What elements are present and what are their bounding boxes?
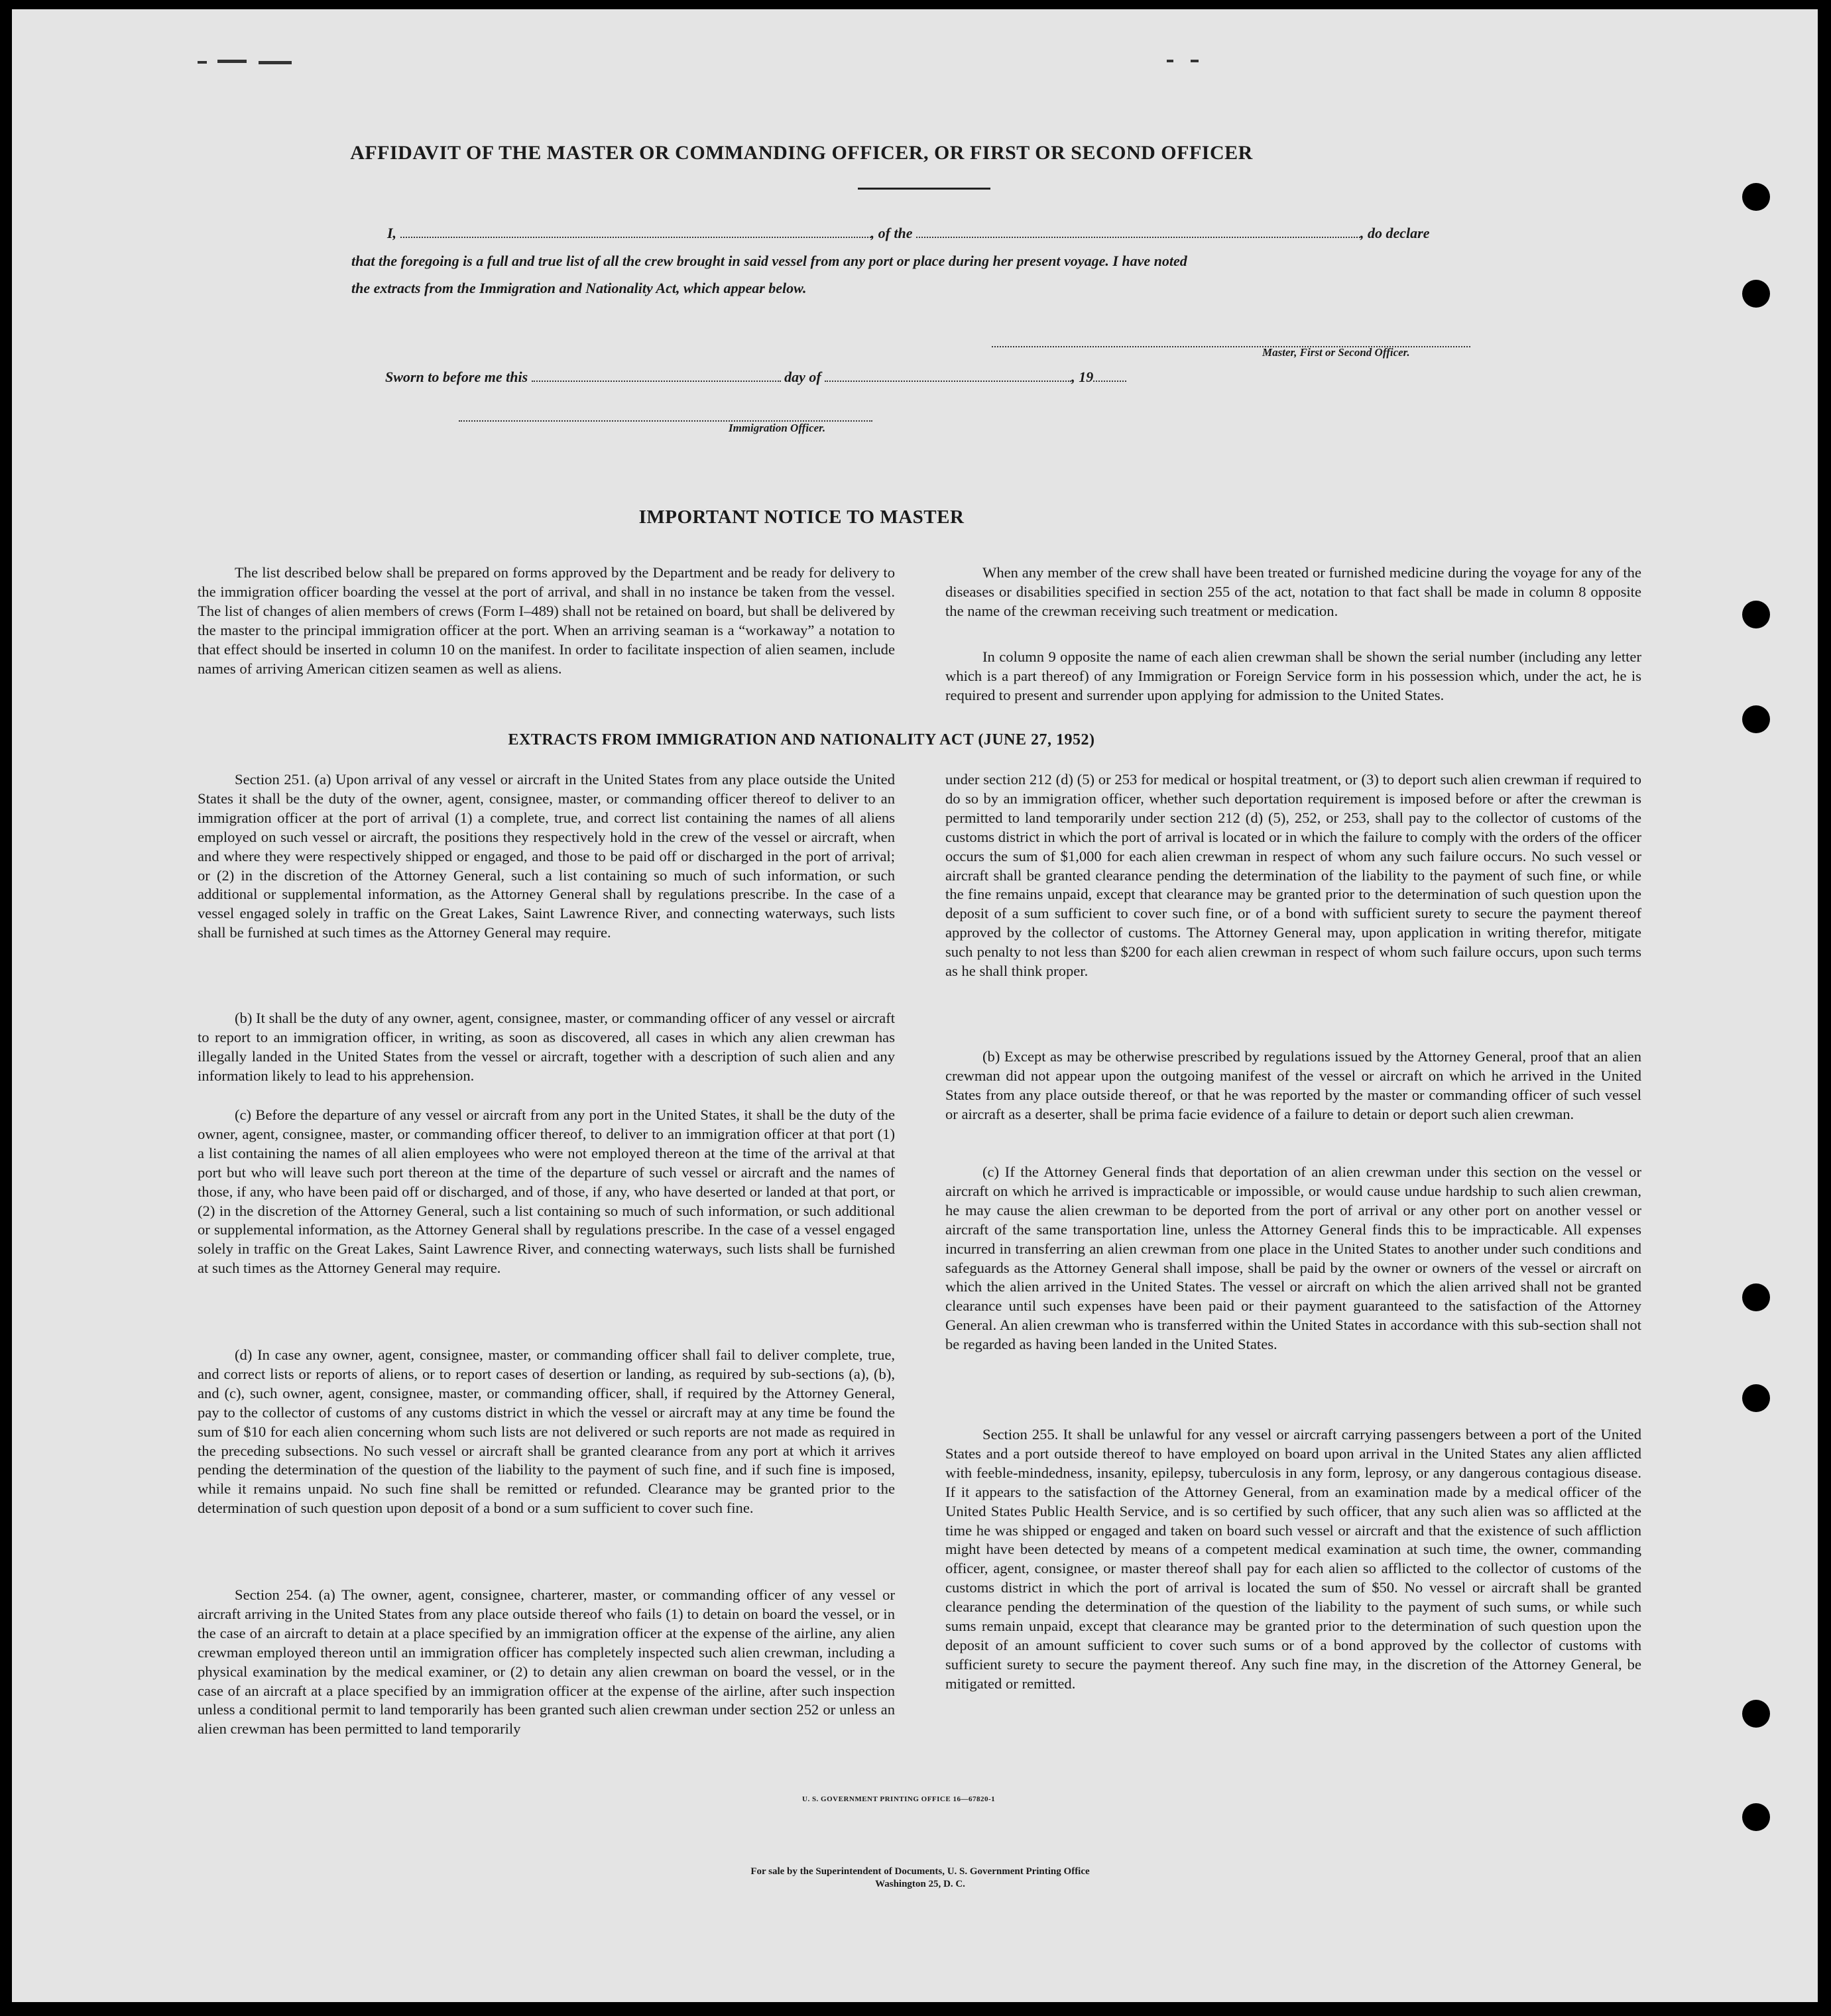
sales-footer [589,1866,1252,1891]
binder-hole [1742,1283,1770,1311]
extract-left-251c: (c) Before the departure of any vessel or aircraft from any port in the United States, it shall be the duty of the owner, agent, consignee, master, or commanding officer thereof, to deliver to an immigration officer at that port (1) a list containing the names of all alien employees who were not employed thereon at the time of the arrival at that port but who will leave such port thereon at the time of the departure of such vessel or aircraft and the names of those, if any, who have been paid off or discharged, and of those, if any, who have deserted or landed at that port, or (2) in the discretion of the Attorney General, such a list containing so much of such information, or such additional or supplemental information, as the Attorney General shall by regulations prescribe. In the case of a vessel engaged solely in traffic on the Great Lakes, Saint Lawrence River, and connecting waterways, such lists shall be furnished at such times as the Attorney General may require. [198,1106,895,1277]
binder-hole [1742,1803,1770,1831]
extract-left-251d: (d) In case any owner, agent, consignee, master, or commanding officer shall fail to deliver complete, true, and correct lists or reports of aliens, or to report cases of desertion or landing, as required by sub-sections (a), (b), and (c), such owner, agent, consignee, master, or commanding officer, shall, if required by the Attorney General, pay to the collector of customs of any customs district in which the vessel or aircraft may at any time be found the sum of $10 for each alien concerning whom such lists are not delivered or such reports are not made as required in the preceding subsections. No such vessel or aircraft shall be granted clearance from any port at which it arrives pending the determination of the question of the liability to the payment of such fine, and if such fine is imposed, while it remains unpaid. No such fine shall be remitted or refunded. Clearance may be granted prior to the determination of such question upon deposit of a bond or a sum sufficient to cover such fine. [198,1346,895,1517]
extracts-title: EXTRACTS FROM IMMIGRATION AND NATIONALITY ACT (JUNE 27, 1952) [508,731,1095,748]
extract-right-255: Section 255. It shall be unlawful for any vessel or aircraft carrying passengers between a port of the United States and a port outside thereof to have employed on board upon arrival in the United States any alien afflicted with feeble-mindedness, insanity, epilepsy, tuberculosis in any form, leprosy, or any dangerous contagious disease. If it appears to the satisfaction of the Attorney General, from an examination made by a medical officer of the United States Public Health Service, and is so certified by such officer, that any such alien was so afflicted at the time he was shipped or engaged and taken on board such vessel or aircraft and that the existence of such affliction might have been detected by means of a competent medical examination at such time, the owner, commanding officer, agent, consignee, or master thereof shall pay for each alien so afflicted to the collector of customs of the customs district in which the port of arrival is located the sum of $50. No vessel or aircraft shall be granted clearance pending the determination of the question of the liability to the payment of such sums, or while such sums remain unpaid, except that clearance may be granted prior to the determination of such question upon the deposit of an amount sufficient to cover such sums or of a bond approved by the collector of customs with sufficient surety to secure the payment thereof. Any such fine may, in the discretion of the Attorney General, be mitigated or remitted. [945,1426,1641,1692]
sworn-month-field[interactable] [825,370,1071,382]
extract-left-251b: (b) It shall be the duty of any owner, agent, consignee, master, or commanding officer of any vessel or aircraft to report to an immigration officer, in writing, as soon as discovered, all cases in which any alien crewman has illegally landed in the United States from the vessel or aircraft, together with a description of such alien and any information likely to lead to his apprehension. [198,1010,895,1084]
extract-right-254c: (c) If the Attorney General finds that deportation of an alien crewman under this section on the vessel or aircraft on which he arrived is impracticable or impossible, or would cause undue hardship to such alien crewman, he may cause the alien crewman to be deported from the port of arrival or any other port on another vessel or aircraft of the same transportation line, unless the Attorney General finds this to be impracticable. All expenses incurred in transferring an alien crewman from one place in the United States to another under such conditions and safeguards as the Attorney General shall impose, shall be paid by the owner or owners of the vessel or aircraft on which the alien arrived in the United States. The vessel or aircraft on which the alien arrived shall not be granted clearance until such expenses have been paid or their payment guaranteed to the satisfaction of the Attorney General. An alien crewman who is transferred within the United States in accordance with this sub-section shall not be regarded as having been landed in the United States. [945,1163,1641,1353]
scan-mark [198,61,207,64]
scan-mark [1167,60,1173,62]
notice-right-paragraph-2: In column 9 opposite the name of each alien crewman shall be shown the serial number (including any letter which is a part thereof) of any Immigration or Foreign Service form in his possession which, under the act, he is required to present and surrender upon applying for admission to the United States. [945,648,1641,703]
footer-line-2: Washington 25, D. C. [875,1879,965,1889]
scan-mark [1191,60,1199,62]
sworn-day-field[interactable] [532,370,781,382]
extract-left-251a: Section 251. (a) Upon arrival of any vessel or aircraft in the United States from any place outside the United States it shall be the duty of the owner, agent, consignee, master, or commanding officer thereof to deliver to an immigration officer at the port of arrival (1) a complete, true, and correct list containing the names of all aliens employed on such vessel or aircraft, the positions they respectively hold in the crew of the vessel or aircraft, when and where they were respectively shipped or engaged, and those to be paid off or discharged in the port of arrival; or (2) in the discretion of the Attorney General, such a list containing so much of such information, or such additional or supplemental information, as the Attorney General shall by regulations prescribe. In the case of a vessel engaged solely in traffic on the Great Lakes, Saint Lawrence River, and connecting waterways, such lists shall be furnished at such times as the Attorney General may require. [198,771,895,941]
notice-title: IMPORTANT NOTICE TO MASTER [638,506,965,528]
master-signature-label: Master, First or Second Officer. [1262,346,1410,359]
binder-hole [1742,601,1770,628]
scan-mark [217,60,247,63]
extract-right-254b: (b) Except as may be otherwise prescribed by regulations issued by the Attorney General, proof that an alien crewman did not appear upon the outgoing manifest of the vessel or aircraft on which he arrived in the United States from any place outside thereof, or that he was reported by the master or commanding officer of such vessel or aircraft as a deserter, shall be prima facie evidence of a failure to detain or deport such alien crewman. [945,1048,1641,1122]
footer-line-1: For sale by the Superintendent of Documents, U. S. Government Printing Office [750,1866,1090,1877]
printer-imprint: U. S. GOVERNMENT PRINTING OFFICE 16—67820-1 [802,1795,996,1803]
officer-signature-field[interactable] [459,410,872,422]
declaration-line-3: the extracts from the Immigration and Nationality Act, which appear below. [351,280,807,296]
sworn-year-field[interactable] [1093,370,1126,382]
binder-hole [1742,1700,1770,1728]
affidavit-title: AFFIDAVIT OF THE MASTER OR COMMANDING OFFICER, OR FIRST OR SECOND OFFICER [350,142,1253,164]
notice-right-paragraph-1: When any member of the crew shall have been treated or furnished medicine during the voyage for any of the diseases or disabilities specified in section 255 of the act, notation to that fact shall be made in column 8 opposite the name of the crewman receiving such treatment or medication. [945,564,1641,619]
extract-right-254a-cont: under section 212 (d) (5) or 253 for medical or hospital treatment, or (3) to deport such alien crewman if required to do so by an immigration officer, whether such deportation requirement is imposed before or after the crewman is permitted to land temporarily under section 212 (d) (5), 252, or 253, shall pay to the collector of customs of the customs district in which the port of arrival is located or in which the failure to comply with the orders of the officer occurs the sum of $1,000 for each alien crewman in respect of whom any such failure occurs. No such vessel or aircraft shall be granted clearance pending the determination of the liability to the payment of such fine, or while the fine remains unpaid, except that clearance may be granted prior to the determination of such question upon the deposit of a sum sufficient to cover such fine, or of a bond with sufficient surety to secure the payment thereof approved by the collector of customs. The Attorney General may, upon application in writing therefor, mitigate such penalty to not less than $200 for each alien crewman in respect of whom such failure occurs, upon such terms as he shall think proper. [945,771,1641,980]
binder-hole [1742,280,1770,308]
vessel-field[interactable] [916,226,1360,238]
binder-hole [1742,1384,1770,1412]
extract-left-254a: Section 254. (a) The owner, agent, consignee, charterer, master, or commanding officer of any vessel or aircraft arriving in the United States from any place outside thereof who fails (1) to detain on board the vessel, or in the case of an aircraft to detain at a place specified by an immigration officer at the expense of the airline, any alien crewman employed thereon until an immigration officer has completely inspected such alien crewman, including a physical examination by the medical examiner, or (2) to detain any alien crewman on board the vessel, or in the case of an aircraft at a place specified by an immigration officer at the expense of the airline, after such inspection unless a conditional permit to land temporarily has been granted such alien crewman under section 252 or unless an alien crewman has been permitted to land temporarily [198,1586,895,1738]
binder-hole [1742,183,1770,211]
scan-mark [259,61,292,64]
binder-hole [1742,705,1770,733]
declaration-line-2: that the foregoing is a full and true list of all the crew brought in said vessel from any port or place during her present voyage. I have noted [351,253,1187,269]
declaration-line-1: I, , of the , do declare [387,225,1430,241]
name-field[interactable] [400,226,871,238]
sworn-line: Sworn to before me this day of , 19 [385,369,1126,386]
form-page [12,9,1818,2002]
notice-left-paragraph: The list described below shall be prepared on forms approved by the Department and be ready for delivery to the immigration officer boarding the vessel at the port of arrival, and shall in no instance be taken from the vessel. The list of changes of alien members of crews (Form I–489) shall not be retained on board, but shall be delivered by the master to the principal immigration officer at the port. When an arriving seaman is a “workaway” a notation to that effect should be inserted in column 10 on the manifest. In order to facilitate inspection of alien seamen, include names of arriving American citizen seamen as well as aliens. [198,564,895,677]
officer-signature-label: Immigration Officer. [729,422,826,434]
title-divider [858,188,990,190]
